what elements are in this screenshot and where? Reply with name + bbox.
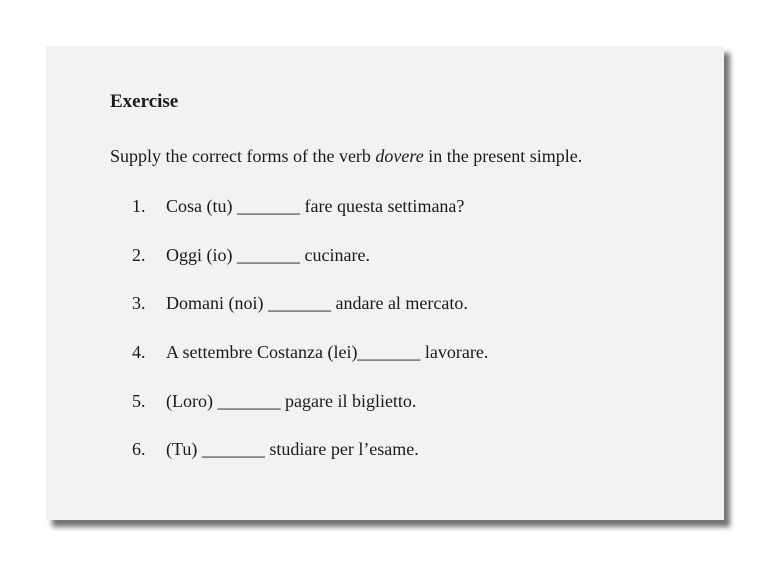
exercise-item-6 [132, 438, 488, 487]
item-number: 5. [132, 390, 146, 411]
item-number: 3. [132, 293, 146, 314]
exercise-item-5 [132, 390, 488, 439]
instruction-verb: dovere [375, 146, 424, 166]
exercise-item-2 [132, 244, 488, 293]
exercise-list [132, 195, 488, 487]
instruction-text-end: in the present simple. [423, 146, 583, 166]
item-number: 2. [132, 244, 146, 265]
item-sentence: Domani (noi) _______ andare al mercato. [166, 293, 468, 314]
item-sentence: (Loro) _______ pagare il biglietto. [166, 390, 417, 411]
instruction-text-start: Supply the correct forms of the verb [110, 146, 376, 166]
item-sentence: (Tu) _______ studiare per l’esame. [166, 439, 419, 460]
item-number: 1. [132, 196, 146, 216]
item-number: 6. [132, 439, 146, 460]
item-sentence: Oggi (io) _______ cucinare. [166, 244, 370, 265]
exercise-item-3 [132, 292, 488, 341]
exercise-title: Exercise [110, 91, 179, 112]
item-number: 4. [132, 342, 146, 363]
item-sentence: Cosa (tu) _______ fare questa settimana? [166, 196, 465, 216]
exercise-item-1 [132, 195, 488, 244]
item-sentence: A settembre Costanza (lei)_______ lavorare. [166, 342, 489, 363]
exercise-item-4 [132, 341, 488, 390]
exercise-card [46, 46, 724, 520]
exercise-instruction [110, 145, 582, 167]
